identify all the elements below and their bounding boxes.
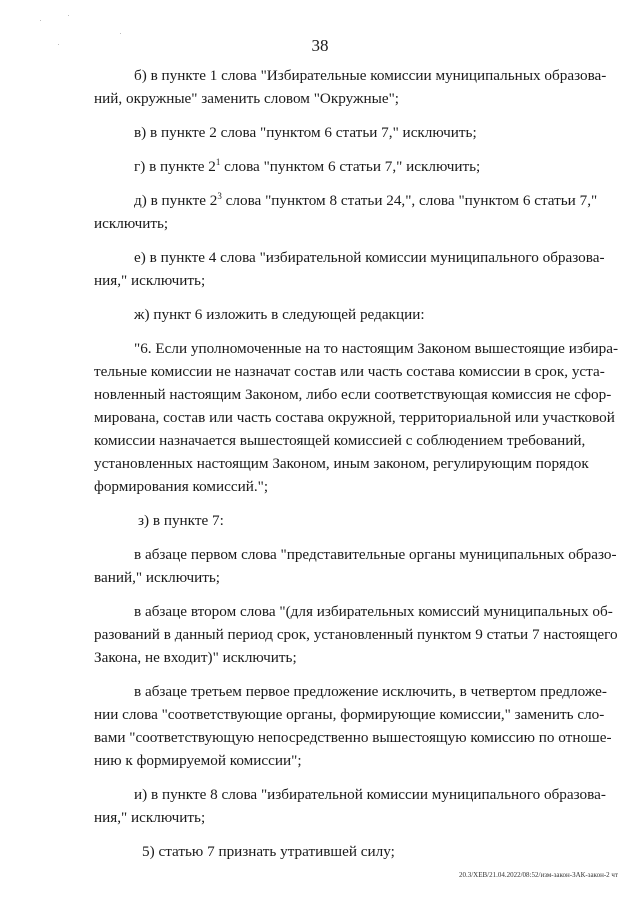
page-number: 38 bbox=[311, 36, 329, 55]
scan-speck bbox=[120, 33, 121, 34]
item-e-line-1: е) в пункте 4 слова "избирательной комиссии муниципального образова- bbox=[134, 249, 605, 266]
paragraph-third-line-1: в абзаце третьем первое предложение исключить, в четвертом предложе- bbox=[134, 683, 607, 700]
paragraph-third-line-3: вами "соответствующую непосредственно вышестоящую комиссию по отноше- bbox=[94, 729, 612, 746]
scan-speck bbox=[68, 15, 69, 16]
point-6-line-1: "6. Если уполномоченные на то настоящим Законом вышестоящие избира- bbox=[134, 340, 619, 357]
paragraph-first bbox=[94, 543, 617, 589]
item-g-line-1 bbox=[94, 155, 542, 178]
item-g bbox=[94, 155, 542, 178]
document-footer: 20.3/ХЕВ/21.04.2022/08:52/изм-закон-ЗАК-закон-2 чт bbox=[458, 871, 618, 879]
item-e-line-2: ния," исключить; bbox=[94, 272, 206, 289]
point-6-line-2: тельные комиссии не назначат состав или часть состава комиссии в срок, уста- bbox=[94, 363, 605, 380]
item-5 bbox=[94, 840, 542, 863]
item-d-suffix: слова "пунктом 8 статьи 24,", слова "пунктом 6 статьи 7," bbox=[221, 192, 598, 209]
item-d-prefix: д) в пункте 2 bbox=[134, 192, 218, 209]
item-i-line-2: ния," исключить; bbox=[94, 809, 206, 826]
scan-speck bbox=[58, 44, 59, 45]
item-b bbox=[94, 64, 607, 110]
item-d-line-2: исключить; bbox=[94, 215, 169, 232]
paragraph-second-line-2: разований в данный период срок, установленный пунктом 9 статьи 7 настоящего bbox=[94, 626, 618, 643]
paragraph-first-line-2: ваний," исключить; bbox=[94, 569, 221, 586]
paragraph-third-line-2: нии слова "соответствующие органы, формирующие комиссии," заменить сло- bbox=[94, 706, 605, 723]
item-i-line-1: и) в пункте 8 слова "избирательной комиссии муниципального образова- bbox=[134, 786, 606, 803]
item-g-superscript: 1 bbox=[215, 157, 221, 167]
item-b-line-2: ний, окружные" заменить словом "Окружные"; bbox=[94, 90, 400, 107]
point-6-line-6: установленных настоящим Законом, иным законом, регулирующим порядок bbox=[94, 455, 589, 472]
document-body bbox=[94, 64, 619, 874]
paragraph-third-line-4: нию к формируемой комиссии"; bbox=[94, 752, 302, 769]
item-e bbox=[94, 246, 605, 292]
item-d-line-1 bbox=[94, 189, 598, 212]
point-6-line-5: комиссии назначается вышестоящей комиссией с соблюдением требований, bbox=[94, 432, 586, 449]
paragraph-third bbox=[94, 680, 612, 772]
point-6-line-4: мирована, состав или часть состава окружной, территориальной или участковой bbox=[94, 409, 615, 426]
item-v-line-1: в) в пункте 2 слова "пунктом 6 статьи 7," исключить; bbox=[134, 124, 477, 141]
item-5-line-1: 5) статью 7 признать утратившей силу; bbox=[142, 843, 395, 860]
item-zh bbox=[94, 303, 542, 326]
item-g-suffix: слова "пунктом 6 статьи 7," исключить; bbox=[220, 158, 481, 175]
item-d bbox=[94, 189, 598, 235]
point-6-line-7: формирования комиссий."; bbox=[94, 478, 269, 495]
item-i bbox=[94, 783, 606, 829]
item-v bbox=[94, 121, 542, 144]
paragraph-second-line-3: Закона, не входит)" исключить; bbox=[94, 649, 297, 666]
point-6-line-3: новленный настоящим Законом, либо если соответствующая комиссия не сфор- bbox=[94, 386, 612, 403]
scan-speck bbox=[40, 20, 41, 21]
item-b-line-1: б) в пункте 1 слова "Избирательные комиссии муниципальных образова- bbox=[134, 67, 607, 84]
paragraph-second bbox=[94, 600, 618, 669]
item-g-prefix: г) в пункте 2 bbox=[134, 158, 216, 175]
paragraph-first-line-1: в абзаце первом слова "представительные органы муниципальных образо- bbox=[134, 546, 617, 563]
paragraph-second-line-1: в абзаце втором слова "(для избирательных комиссий муниципальных об- bbox=[134, 603, 613, 620]
item-z bbox=[94, 509, 542, 532]
point-6-text bbox=[94, 337, 619, 498]
item-zh-line-1: ж) пункт 6 изложить в следующей редакции: bbox=[134, 306, 425, 323]
item-z-line-1: з) в пункте 7: bbox=[138, 512, 224, 529]
item-d-superscript: 3 bbox=[217, 191, 222, 201]
